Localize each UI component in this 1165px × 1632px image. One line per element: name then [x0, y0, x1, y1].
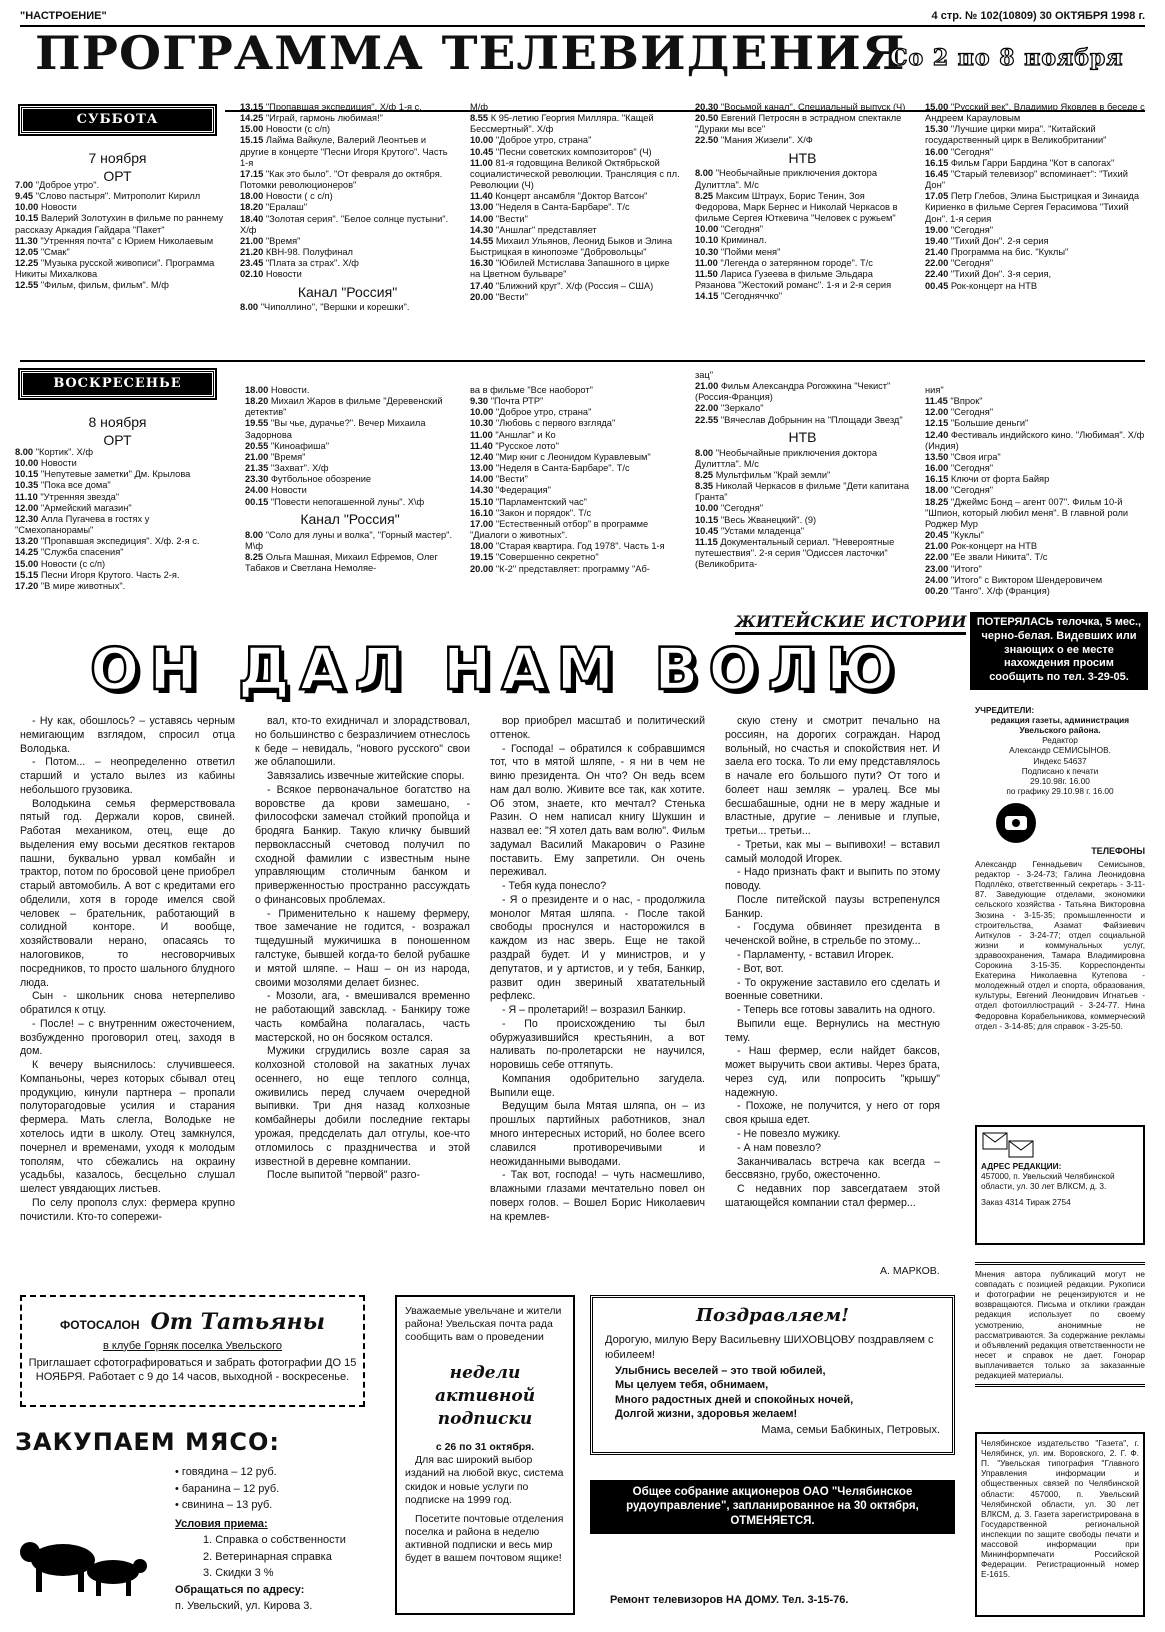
program-item: 16.15 Фильм Гарри Бардина "Кот в сапогах" — [925, 157, 1115, 168]
subscription-intro: Уважаемые увельчане и жители района! Увельская почта рада сообщить вам о проведении — [405, 1305, 562, 1344]
founder-line: 29.10.98г. 16.00 — [1030, 775, 1090, 786]
founder-line: Подписано к печати — [1021, 765, 1099, 776]
program-item: 24.00 Новости — [245, 485, 307, 496]
congrats-text: Дорогую, милую Веру Васильевну ШИХОВЦОВУ поздравляем с юбилеем! — [605, 1334, 934, 1361]
paragraph: - То окружение заставило его сделать и военные советники. — [725, 976, 940, 1003]
story-author: А. МАРКОВ. — [880, 1265, 940, 1277]
divider — [20, 360, 1145, 362]
sunday-col-3 — [470, 385, 680, 575]
paragraph: - Ну как, обошлось? – уставясь черным немигающим взглядом, спросил отца Володька. — [20, 715, 235, 755]
program-item: 00.20 "Танго". Х/ф (Франция) — [925, 585, 1050, 596]
paragraph: - Я – пролетарий! – возразил Банкир. — [502, 1004, 686, 1017]
paragraph: Мужики сгрудились возле сарая за колхозной столовой на закатных лучах осеннего, но еще теплого солнца, оживились перед случаем очередной выпивки. Три дня назад колхозные комбайнеры добили последние гектары урожая, предсделать дал отгулы, кое-что отломилось с праздничества и этой известной в деревне компании. — [255, 1045, 470, 1168]
program-item: 14.00 "Вести" — [470, 213, 528, 224]
program-item: 17.40 "Ближний круг". Х/ф (Россия – США) — [470, 280, 654, 291]
program-item: 12.40 Фестиваль индийского кино. "Любимая". Х/ф (Индия) — [925, 429, 1145, 451]
program-item: 20.30 "Восьмой канал". Специальный выпуск (Ч) — [695, 102, 906, 112]
conditions-title: Условия приема: — [175, 1517, 268, 1530]
program-item: 8.00 "Соло для луны и волка", "Горный мастер". М\ф — [245, 529, 453, 551]
paragraph: вал, кто-то ехидничал и злорадствовал, но большинство с безразличием отнеслось к беде – невидаль, "нового русского" свои же облапошили. — [255, 715, 470, 769]
saturday-col-2 — [240, 102, 455, 313]
program-item: 15.00 Новости (с с/п) — [15, 558, 106, 569]
program-item: 8.25 Ольга Машная, Михаил Ефремов, Олег Табаков и Светлана Немоляе- — [245, 551, 438, 573]
program-item: 22.50 "Мания Жизели". Х/Ф — [695, 135, 813, 146]
program-item: 8.00 "Чиполлино", "Вершки и корешки". — [240, 302, 410, 313]
program-item: 18.40 "Золотая серия". "Белое солнце пустыни". Х/ф — [240, 213, 449, 235]
program-item: 11.30 "Утренняя почта" с Юрием Николаевым — [15, 235, 214, 246]
channel-heading: Канал "Россия" — [297, 283, 398, 300]
shareholders-meeting-notice: Общее собрание акционеров ОАО "Челябинское рудоуправление", запланированное на 30 октября, ОТМЕНЯЕТСЯ. — [590, 1480, 955, 1534]
program-item: 14.25 "Играй, гармонь любимая!" — [240, 113, 383, 124]
program-item: 14.55 Михаил Ульянов, Леонид Быков и Элина Быстрицкая в кинопоэме "Добровольцы" — [470, 235, 673, 258]
founder-line: редакция газеты, администрация Увельского района. — [990, 715, 1130, 736]
paragraph: - По происхождению ты был обуржуазившийся крестьянин, а вот наливать по-пролетарски не научился, норовишь себе оттяпуть. — [490, 1017, 705, 1072]
program-item: 21.00 "Время" — [240, 235, 301, 246]
program-item: 14.00 "Вести" — [470, 474, 528, 485]
program-item: ния" — [925, 385, 944, 395]
paragraph: - Третьи, как мы – выпивохи! – вставил самый молодой Игорек. — [725, 838, 940, 865]
sunday-col-1 — [15, 447, 230, 592]
program-item: 21.20 КВН-98. Полуфинал — [240, 247, 353, 258]
program-item: 10.00 "Сегодня" — [695, 503, 764, 514]
program-item: 10.45 "Устами младенца" — [695, 525, 805, 536]
program-item: 13.20 "Пропавшая экспедиция". Х/ф. 2-я с. — [15, 536, 200, 547]
page-title: ПРОГРАММА ТЕЛЕВИДЕНИЯ — [35, 26, 906, 80]
subscription-period: с 26 по 31 октября. — [435, 1441, 535, 1454]
subscription-big: недели активной подписки — [434, 1363, 536, 1430]
program-item: 7.00 "Доброе утро". — [15, 180, 100, 190]
paragraph: - Не повезло мужику. — [737, 1127, 841, 1140]
paragraph: - А нам повезло? — [737, 1141, 822, 1154]
founder-line: Александр СЕМИСЫНОВ. — [1009, 745, 1111, 756]
address-title: АДРЕС РЕДАКЦИИ: — [981, 1161, 1062, 1172]
editorial-notice: Мнения автора публикаций могут не совпадать с позицией редакции. Рукописи и фотографии не рецензируются и не возвращаются. Письма и отклики граждан редакция использует по своему усмотрению, анонимные не рассматриваются. За содержание рекламы и объявлений редакция ответственности не несет и справок не дает. Гонорар выплачивается только за заказанные редакцией материалы. — [975, 1262, 1145, 1387]
paragraph: - Наш фермер, если найдет баксов, может выручить свои активы. Через брата, через суд, или попросить "крышу" надежную. — [725, 1045, 940, 1099]
paragraph: Выпили еще. Вернулись на местную тему. — [725, 1017, 940, 1044]
program-item: 19.15 "Совершенно секретно" — [470, 552, 599, 563]
program-item: 11.40 Концерт ансамбля "Доктор Ватсон" — [470, 191, 648, 202]
program-item: 00.15 "Повести непогашенной луны". Х\ф — [245, 496, 425, 507]
paper-name: "НАСТРОЕНИЕ" — [20, 10, 107, 22]
paragraph: - Похоже, не получится, у него от горя своя крыша едет. — [725, 1100, 940, 1127]
program-item: 10.00 Новости — [15, 202, 77, 213]
story-col-2 — [255, 715, 470, 1183]
photo-name: От Татьяны — [150, 1309, 326, 1335]
program-item: 13.00 "Неделя в Санта-Барбаре". Т/с — [470, 202, 630, 213]
program-item: 20.00 "Вести" — [470, 291, 528, 302]
program-item: 8.25 Максим Штраух, Борис Тенин, Зоя Федорова, Марк Бернес и Николай Черкасов в фильме Сергея Юткевича "Человек с ружьем" — [695, 190, 898, 224]
program-item: 18.20 Михаил Жаров в фильме "Деревенский детектив" — [245, 396, 443, 418]
program-item: 11.00 81-я годовщина Великой Октябрьской социалистической революции. Трансляция с пл. Революции (Ч) — [470, 157, 680, 191]
program-item: 10.00 Новости — [15, 458, 77, 469]
phones-title: ТЕЛЕФОНЫ — [1091, 845, 1145, 856]
sunday-date: 8 ноября — [88, 413, 147, 430]
paragraph: Ведущим была Мятая шляпа, он – из прошлых партийных работников, знал много интересных историй, но более всего славился противоречивыми и неожиданными выводами. — [490, 1100, 705, 1168]
program-item: 20.45 "Куклы" — [925, 530, 984, 541]
paragraph: С недавних пор завсегдатаем этой шатающейся компании стал фермер... — [725, 1183, 940, 1209]
founder-line: Редактор — [1042, 735, 1078, 746]
paragraph: По селу прополз слух: фермера крупно почистили. Кто-то сопережи- — [20, 1196, 235, 1223]
sunday-col-4 — [695, 370, 910, 570]
program-item: 10.00 "Доброе утро, страна" — [470, 135, 592, 146]
dates-range: Со 2 по 8 ноября — [890, 45, 1124, 71]
program-item: 8.00 "Необычайные приключения доктора Дулиттла". М/с — [695, 447, 877, 469]
lost-calf-notice: ПОТЕРЯЛАСЬ телочка, 5 мес., черно-белая. Видевших или знающих о ее месте нахождения просим сообщить по тел. 3-29-05. — [970, 612, 1148, 690]
paragraph: - Так вот, господа! – чуть насмешливо, влажными глазами мечтательно повел он поверх голов. – Вошел Борис Николаевич на кремлев- — [490, 1169, 705, 1223]
paragraph: После выпитой "первой" разго- — [267, 1169, 421, 1182]
program-item: зац" — [695, 370, 714, 380]
sunday-col-2 — [245, 385, 455, 574]
program-item: 11.00 "Легенда о затерянном городе". Т/с — [695, 257, 873, 268]
program-item: ва в фильме "Все наоборот" — [470, 385, 593, 395]
meat-address: п. Увельский, ул. Кирова 3. — [175, 1600, 313, 1612]
story-title: ОН ДАЛ НАМ ВОЛЮ — [90, 635, 905, 703]
program-item: 10.00 "Доброе утро, страна" — [470, 407, 592, 418]
congrats-from: Мама, семьи Бабкиных, Петровых. — [761, 1424, 940, 1437]
page-header — [20, 10, 1145, 27]
program-item: 14.30 "Аншлаг" представляет — [470, 224, 597, 235]
paragraph: Завязались извечные житейские споры. — [267, 770, 465, 783]
program-item: 12.30 Алла Пугачева в гостях у "Смехопанорамы" — [15, 513, 150, 536]
envelope-icon — [981, 1131, 1037, 1159]
program-item: 11.15 Документальный сериал. "Невероятные путешествия". 2-я серия "Одиссея ласточки" (Великобрита- — [695, 536, 895, 570]
program-item: 8.25 Мультфильм "Край земли" — [695, 469, 831, 480]
program-item: 16.45 "Старый телевизор" вспоминает": "Тихий Дон" — [925, 168, 1128, 191]
program-item: 11.10 "Утренняя звезда" — [15, 491, 120, 502]
program-item: 18.25 "Джеймс Бонд – агент 007". Фильм 10-й "Шпион, который любил меня". В главной роли Роджер Мур — [925, 496, 1129, 529]
program-item: 11.00 "Аншлаг" и Ко — [470, 429, 556, 440]
paragraph: Заканчивалась встреча как всегда – бессвязно, грубо, ожесточенно. — [725, 1155, 940, 1182]
program-item: 10.45 "Песни советских композиторов" (Ч) — [470, 146, 652, 157]
program-item: 15.10 "Парламентский час" — [470, 496, 587, 507]
issue-info: 4 стр. № 102(10809) 30 ОКТЯБРЯ 1998 г. — [931, 10, 1145, 22]
program-item: 20.55 "Киноафиша" — [245, 440, 330, 451]
saturday-badge: СУББОТА — [20, 106, 215, 134]
program-item: 10.35 "Пока все дома" — [15, 480, 111, 491]
program-item: 23.30 Футбольное обозрение — [245, 474, 372, 485]
saturday-col-5 — [925, 102, 1145, 292]
program-item: 14.15 "Сегодняччко" — [695, 291, 783, 302]
program-item: 8.00 "Кортик". Х/ф — [15, 447, 93, 457]
program-item: 18.00 "Сегодня" — [925, 485, 994, 496]
program-item: 9.30 "Почта РТР" — [470, 396, 544, 407]
paragraph: скую стену и смотрит печально на россиян, на дорогих сограждан. Народ вольный, но счастья и спокойствия нет. И заела его тоска. То ли ему представлялось в начале его большого пути? От того и болеет наш земляк – уралец. Все мы бесшабашные, одни не в меру жадные и властные, другие – ленивые и глупые, третьи... третьи... — [725, 715, 940, 838]
saturday-col-4 — [695, 102, 910, 302]
program-item: 20.00 "К-2" представляет: программу "Аб- — [470, 563, 650, 574]
phone-icon — [995, 802, 1037, 844]
paragraph: - Теперь все готовы завалить на одного. — [737, 1004, 936, 1017]
sunday-col-5 — [925, 385, 1145, 597]
channel-heading: НТВ — [788, 149, 817, 166]
program-item: 22.00 "Сегодня" — [925, 258, 994, 269]
founder-line: УЧРЕДИТЕЛИ: — [975, 705, 1035, 715]
program-item: 16.00 "Сегодня" — [925, 463, 994, 474]
paragraph: К вечеру выяснилось: случившееся. Компаньоны, через которых сбывал отец продукцию, кинули партнера – пропали полуторагодовые усилия и старания фермера. Мать слегла, Володьке не хотелось идти в школу. Отец замкнулся, почернел и временами, уходя к молодым тополям, что сбежались на окраину усадьбы, казалось, бесцельно слушал шелест увядающих листьев. — [20, 1059, 235, 1196]
program-item: 22.00 "Ее звали Никита". Т/с — [925, 552, 1048, 563]
condition: 3. Скидки 3 % — [203, 1567, 274, 1579]
founder-line: Индекс 54637 — [1033, 755, 1087, 766]
meat-title: ЗАКУПАЕМ МЯСО: — [15, 1428, 281, 1456]
program-item: 10.15 "Весь Жванецкий". (9) — [695, 514, 817, 525]
cattle-icon — [18, 1530, 148, 1600]
program-item: 16.00 "Сегодня" — [925, 146, 994, 157]
saturday-col-1 — [15, 180, 225, 292]
program-item: 12.00 "Сегодня" — [925, 407, 994, 418]
program-item: 17.05 Петр Глебов, Элина Быстрицкая и Зинаида Кириенко в фильме Сергея Герасимова "Тихий Дон". 1-я серия — [925, 191, 1140, 224]
program-item: М/ф — [470, 102, 488, 112]
program-item: 12.55 "Фильм, фильм, фильм". М/ф — [15, 280, 169, 291]
program-item: 12.05 "Смак" — [15, 246, 70, 257]
program-item: 24.00 "Итого" с Виктором Шендеровичем — [925, 574, 1103, 585]
condition: 1. Справка о собственности — [203, 1534, 346, 1546]
paragraph: Володькина семья фермерствовала пятый год. Держали коров, свиней. Работая механиком, отец, еще до выделения ему восьми десятков гектаров пашни, буквально урвал комбайн и трактор, потом по бросовой цене приобрел старый автомобиль. А вот с кредитами его обделили, хотя в городе имелся свой человек – брательник, работающий в солидной конторе. И вообще, хозяйствовали нерано, опасаясь то налоговиков, то несговорчивых посредников, то просто шального блудного люда. — [20, 797, 235, 989]
meat-price: • свинина – 13 руб. — [175, 1499, 273, 1511]
program-item: 10.10 Криминал. — [695, 235, 767, 246]
channel-heading: Канал "Россия" — [300, 510, 400, 527]
program-item: 13.00 "Неделя в Санта-Барбаре". Т/с — [470, 463, 630, 474]
congratulations-ad — [590, 1295, 955, 1455]
story-col-1 — [20, 715, 235, 1224]
paragraph: - Госдума обвиняет президента в чеченской войне, в стрельбе по этому... — [725, 921, 940, 948]
program-item: 22.00 "Зеркало" — [695, 403, 764, 414]
program-item: 17.15 "Как это было". "От февраля до октября. Потомки революционеров" — [240, 168, 443, 191]
program-item: 16.30 "Юбилей Мстислава Запашного в цирке на Цветном бульваре" — [470, 258, 670, 280]
channel-heading: НТВ — [788, 428, 817, 445]
paragraph: После питейской паузы встрепенулся Банкир. — [725, 893, 940, 920]
program-item: 10.30 "Пойми меня" — [695, 246, 781, 257]
order-info: Заказ 4314 Тираж 2754 — [981, 1197, 1071, 1208]
program-item: 12.00 "Армейский магазин" — [15, 502, 132, 513]
subscription-ad — [395, 1295, 575, 1615]
program-item: 12.25 "Музыка русской живописи". Программа Никиты Михалкова — [15, 258, 215, 280]
program-item: 13.15 "Пропавшая экспедиция". Х/ф 1-я с. — [240, 102, 422, 112]
program-item: 22.40 "Тихий Дон". 3-я серия, — [925, 269, 1052, 280]
founder-line: по графику 29.10.98 г. 16.00 — [1006, 785, 1114, 796]
paragraph: - Господа! – обратился к собравшимся тот, что в мятой шляпе, - я ни в чем не виню президента. Он что? Он ведь всем нам дал волю. Живите все так, как хотите. Об этом, знаете, кто мечтал? Стенька Разин. О нем написал книгу Шукшин и назвал ее: "Я хотел дать вам волю". Фильм задумал Василий Макарович о Разине поставить. Ему запретили. Он очень переживал. — [490, 742, 705, 879]
program-item: 21.40 Программа на бис. "Куклы" — [925, 247, 1069, 258]
program-item: 18.00 Новости ( с с/п) — [240, 191, 333, 202]
program-item: 8.00 "Необычайные приключения доктора Дулиттла". М/с — [695, 168, 877, 190]
program-item: 19.55 "Вы чье, дурачье?". Вечер Михаила Задорнова — [245, 418, 426, 440]
program-item: 18.00 Новости. — [245, 385, 310, 395]
program-item: 21.00 Фильм Александра Рогожкина "Чекист" (Россия-Франция) — [695, 381, 891, 403]
photo-label: ФОТОСАЛОН — [59, 1318, 140, 1332]
program-item: 17.00 "Естественный отбор" в программе "Диалоги о животных". — [470, 518, 649, 541]
subscription-outro: Посетите почтовые отделения поселка и района в неделю активной подписки и весь мир будет в вашем почтовом ящике! — [405, 1512, 564, 1565]
program-item: 15.15 Лайма Вайкуле, Валерий Леонтьев и другие в концерте "Песни Игоря Крутого". Часть 1-я — [240, 135, 448, 168]
tv-repair-ad: Ремонт телевизоров НА ДОМУ. Тел. 3-15-76. — [610, 1594, 849, 1606]
meat-price: • говядина – 12 руб. — [175, 1466, 277, 1478]
subscription-body: Для вас широкий выбор изданий на любой вкус, система скидок и новые услуги по подписке на 1999 год. — [405, 1454, 564, 1506]
paragraph: - Потом... – неопределенно ответил старший и устало вылез из кабины небольшого грузовика. — [20, 756, 235, 796]
saturday-heading — [20, 106, 215, 186]
sunday-badge: ВОСКРЕСЕНЬЕ — [20, 370, 215, 398]
phones-text: Александр Геннадьевич Семисынов, редактор - 3-24-73; Галина Леонидовна Подплёко, ответственный секретарь - 3-11-87. Заведующие отделами, экономики сельского хозяйства - Татьяна Викторовна Зюзина - 3-15-35; промышленности и строительства, Азамат Файзиевич Аиткулов - 3-24-77; отдел социальной жизни и коммунальных услуг, здравоохранения, Тамара Владимировна Сорокина 3-15-35. Корреспонденты Екатерина Николаевна Кутепова - молодежный отдел и спорта, образования, культуры, Евгений Леонидович Игнатьев - отдел фотоиллюстраций - 3-24-77. Нина Федоровна Корабельникова, коммерческий отдел - 3-14-85; для справок - 3-25-50. — [975, 858, 1145, 1031]
program-item: 17.20 "В мире животных". — [15, 580, 126, 591]
program-item: 02.10 Новости — [240, 269, 302, 280]
meat-price: • баранина – 12 руб. — [175, 1482, 280, 1495]
photo-text: Приглашает сфотографироваться и забрать фотографии ДО 15 НОЯБРЯ. Работает с 9 до 14 часов, выходной - воскресенье. — [28, 1357, 357, 1383]
program-item: 19.40 "Тихий Дон". 2-я серия — [925, 235, 1049, 246]
program-item: 11.45 "Впрок" — [925, 396, 983, 407]
congrats-poem: Улыбнись веселей – это твой юбилей, Мы целуем тебя, обнимаем, Много радостных дней и спокойных ночей, Долгой жизни, здоровья желаем! — [615, 1364, 854, 1420]
program-item: 16.10 "Закон и порядок". Т/с — [470, 507, 592, 518]
program-item: 10.30 "Любовь с первого взгляда" — [470, 418, 616, 429]
program-item: 14.30 "Федерация" — [470, 485, 551, 496]
founders-lines — [975, 705, 1145, 796]
program-item: 11.50 Лариса Гузеева в фильме Эльдара Рязанова "Жестокий романс". 1-я и 2-я серия — [695, 268, 892, 290]
paragraph: Сын - школьник снова нетерпеливо обратился к отцу. — [20, 990, 235, 1017]
paragraph: - После! – с внутренним ожесточением, возбужденно проговорил отец, заходя в дом. — [20, 1017, 235, 1058]
program-item: 23.00 "Итого" — [925, 563, 982, 574]
paragraph: - Мозоли, ага, - вмешивался временно не работающий завсклад. - Банкиру тоже часть комбайна полагалась, часть мастерской, но он босяком остался. — [255, 990, 470, 1044]
address-block — [975, 1125, 1145, 1245]
sunday-channel: ОРТ — [103, 431, 132, 448]
paragraph: - Вот, вот. — [737, 962, 784, 975]
program-item: 20.50 Евгений Петросян в эстрадном спектакле "Дураки мы все" — [695, 113, 902, 135]
program-item: 13.50 "Своя игра" — [925, 451, 1001, 462]
program-item: 9.45 "Слово пастыря". Митрополит Кирилл — [15, 191, 201, 202]
meat-prices — [175, 1464, 346, 1615]
paragraph: вор приобрел масштаб и политический оттенок. — [490, 715, 705, 741]
condition: 2. Ветеринарная справка — [203, 1550, 332, 1563]
address-text: 457000, п. Увельский Челябинской области, ул. 30 лет ВЛКСМ, д. 3. — [981, 1171, 1115, 1192]
program-item: 21.00 "Время" — [245, 451, 306, 462]
photo-place: в клубе Горняк поселка Увельского — [103, 1339, 282, 1352]
paragraph: - Я о президенте и о нас, - продолжила монолог Мятая шляпа. - После такой свободы проснулся и насторожился в каждом из нас зверь. Еще не такой раздрай будет. И у министров, и у депутатов, и у артистов, и у тебя, Банкир, развит один звериный хватательный рефлекс. — [490, 893, 705, 1003]
program-item: 21.00 Рок-концерт на НТВ — [925, 541, 1038, 552]
program-item: 18.20 "Ералаш" — [240, 202, 308, 213]
program-item: 22.55 "Вячеслав Добрынин на "Площади Звезд" — [695, 414, 903, 425]
story-col-4 — [725, 715, 940, 1211]
program-item: 15.30 "Лучшие цирки мира". "Китайский государственный цирк в Великобритании" — [925, 124, 1107, 146]
program-item: 8.55 К 95-летию Георгия Милляра. "Кащей Бессмертный". Х/ф — [470, 113, 654, 135]
paragraph: - Всякое первоначальное богатство на воровстве да крови замешано, - философски замечал стойкий пропойца и бродяга Банкир. Такую кличку бывший первоклассный счетовод получил по сходной фамилии с известным ныне управляющим столичным банком и приверженностью пространно рассуждать о финансовых проблемах. — [255, 783, 470, 906]
paragraph: - Парламенту, - вставил Игорек. — [737, 949, 894, 962]
program-item: 18.00 "Старая квартира. Год 1978". Часть 1-я — [470, 541, 665, 552]
program-item: 12.15 "Большие деньги" — [925, 418, 1029, 429]
program-item: 15.15 Песни Игоря Крутого. Часть 2-я. — [15, 569, 180, 580]
address-title: Обращаться по адресу: — [175, 1583, 305, 1596]
program-item: 10.15 "Непутевые заметки" Дм. Крылова — [15, 469, 191, 480]
program-item: 21.35 "Захват". Х/ф — [245, 463, 329, 474]
program-item: 23.45 "Плата за страх". Х/ф — [240, 258, 359, 269]
program-item: 00.45 Рок-концерт на НТВ — [925, 280, 1038, 291]
story-col-3 — [490, 715, 705, 1224]
program-item: 12.40 "Мир книг с Леонидом Куравлевым" — [470, 451, 651, 462]
saturday-date: 7 ноября — [88, 149, 147, 166]
sunday-heading — [20, 370, 215, 450]
paragraph: - Надо признать факт и выпить по этому поводу. — [725, 866, 940, 893]
saturday-col-3 — [470, 102, 680, 303]
paragraph: - Применительно к нашему фермеру, твое замечание не годится, - возражал тщедушный мужичишка в поношенном галстуке, бывшей когда-то белой рубашке и мятой шляпе. – Наш – он из народа, своими мозолями делает бизнес. — [255, 907, 470, 989]
photo-salon-ad — [20, 1295, 365, 1407]
program-item: 15.00 Новости (с с/п) — [240, 124, 331, 135]
program-item: 15.00 "Русский век". Владимир Яковлев в беседе с Андреем Карауловым — [925, 102, 1145, 124]
paragraph: Компания одобрительно загудела. Выпили еще. — [490, 1072, 705, 1099]
congrats-title: Поздравляем! — [695, 1305, 850, 1326]
publisher-info: Челябинское издательство "Газета", г. Челябинск, ул. им. Воровского, 2. Г. Ф. П. "Увельская типография "Главного Управления информации и общественных связей по Челябинской области: 457000, п. Увельский Челябинской области, ул. 30 лет ВЛКСМ, д. 3. Газета зарегистрирована в Государственной региональной инспекции по защите свободы печати и массовой информации при Мининформпечати Российской Федерации. Регистрационный номер Е-1615. — [975, 1432, 1145, 1617]
program-item: 10.15 Валерий Золотухин в фильме по раннему рассказу Аркадия Гайдара "Пакет" — [15, 213, 224, 235]
founders-block — [975, 705, 1145, 1031]
program-item: 11.40 "Русское лото" — [470, 440, 559, 451]
program-item: 8.35 Николай Черкасов в фильме "Дети капитана Гранта" — [695, 481, 910, 503]
program-item: 16.15 Ключи от форта Байяр — [925, 474, 1050, 485]
saturday-channel: ОРТ — [103, 167, 132, 184]
program-item: 19.00 "Сегодня" — [925, 224, 994, 235]
story-rubric: ЖИТЕЙСКИЕ ИСТОРИИ — [735, 612, 966, 635]
program-item: 14.25 "Служба спасения" — [15, 547, 124, 558]
paragraph: - Тебя куда понесло? — [502, 880, 607, 893]
program-item: 10.00 "Сегодня" — [695, 224, 764, 235]
